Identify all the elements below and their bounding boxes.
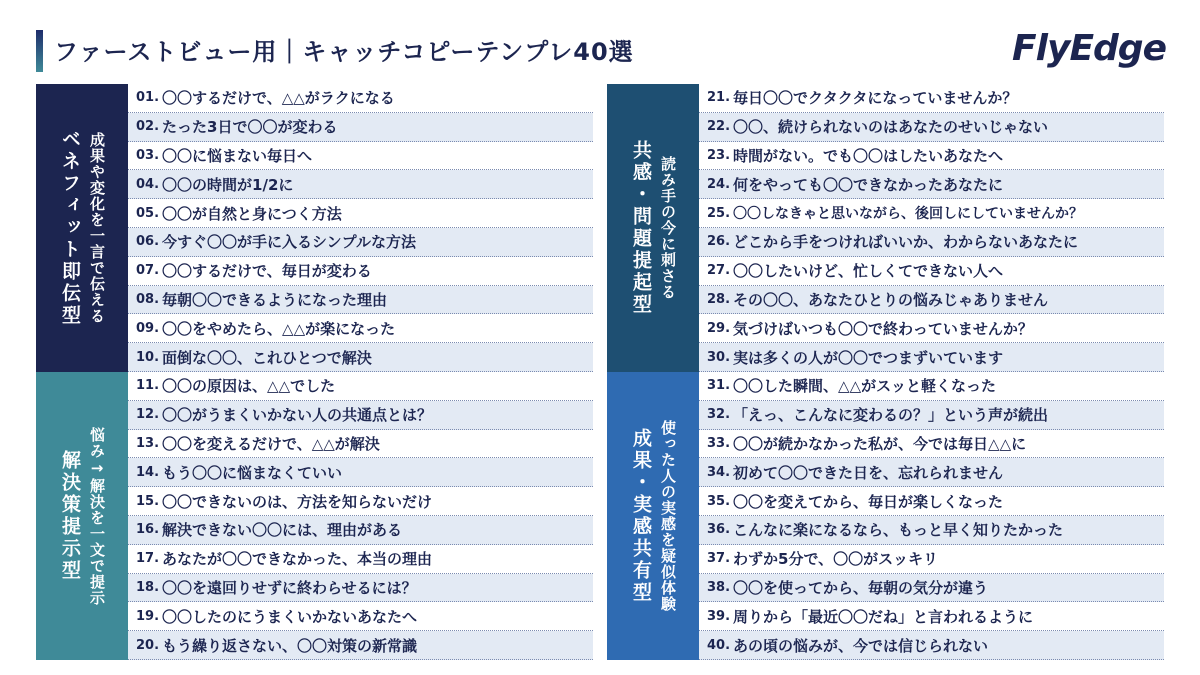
item-text: その〇〇、あなたひとりの悩みじゃありません — [733, 290, 1049, 309]
list-item — [128, 286, 593, 315]
item-number: 10. — [136, 349, 160, 365]
item-text: 面倒な〇〇、これひとつで解決 — [162, 348, 372, 367]
list-item — [128, 257, 593, 286]
section-title: ベネフィット即伝型 — [59, 129, 81, 327]
list-item — [699, 170, 1164, 199]
section-subtitle: 使った人の実感を疑似体験 — [659, 420, 677, 612]
list-item — [128, 631, 593, 660]
section-title: 共感・問題提起型 — [630, 140, 652, 316]
item-text: わずか5分で、〇〇がスッキリ — [733, 550, 939, 569]
item-number: 19. — [136, 608, 160, 624]
item-number: 23. — [707, 147, 731, 163]
item-number: 38. — [707, 579, 731, 595]
item-number: 16. — [136, 522, 160, 538]
item-number: 33. — [707, 435, 731, 451]
item-text: 〇〇を変えるだけで、△△が解決 — [162, 434, 380, 453]
item-text: 初めて〇〇できた日を、忘れられません — [733, 463, 1004, 482]
section-label-result — [607, 372, 699, 660]
item-number: 39. — [707, 608, 731, 624]
item-text: こんなに楽になるなら、もっと早く知りたかった — [733, 521, 1064, 540]
item-number: 37. — [707, 551, 731, 567]
list-item — [128, 602, 593, 631]
list-item — [128, 574, 593, 603]
item-text: あの頃の悩みが、今では信じられない — [733, 636, 989, 655]
header — [36, 28, 1166, 74]
item-number: 27. — [707, 263, 731, 279]
list-item — [128, 516, 593, 545]
list-item — [128, 401, 593, 430]
item-text: 〇〇するだけで、毎日が変わる — [162, 262, 372, 281]
item-number: 06. — [136, 234, 160, 250]
item-text: 実は多くの人が〇〇でつまずいています — [733, 348, 1004, 367]
item-text: 何をやっても〇〇できなかったあなたに — [733, 175, 1004, 194]
item-text: もう繰り返さない、〇〇対策の新常識 — [162, 636, 418, 655]
list-item — [699, 286, 1164, 315]
item-number: 12. — [136, 407, 160, 423]
item-text: どこから手をつければいいか、わからないあなたに — [733, 233, 1079, 252]
list-item — [699, 84, 1164, 113]
list-item — [699, 228, 1164, 257]
item-list — [699, 84, 1164, 372]
item-text: 〇〇したのにうまくいかないあなたへ — [162, 607, 418, 626]
list-item — [128, 430, 593, 459]
item-number: 31. — [707, 378, 731, 394]
list-item — [128, 170, 593, 199]
list-item — [699, 631, 1164, 660]
section-subtitle: 成果や変化を一言で伝える — [88, 132, 106, 324]
item-number: 22. — [707, 119, 731, 135]
section-solution — [36, 372, 593, 660]
item-text: 解決できない〇〇には、理由がある — [162, 521, 403, 540]
list-item — [699, 574, 1164, 603]
list-item — [699, 372, 1164, 401]
section-label-benefit — [36, 84, 128, 372]
item-number: 25. — [707, 205, 731, 221]
list-item — [699, 199, 1164, 228]
list-item — [699, 545, 1164, 574]
item-number: 40. — [707, 637, 731, 653]
item-number: 09. — [136, 320, 160, 336]
list-item — [128, 487, 593, 516]
flyedge-logo: FlyEdge — [1012, 28, 1166, 69]
list-item — [128, 545, 593, 574]
item-text: 〇〇に悩まない毎日へ — [162, 146, 313, 165]
list-item — [699, 458, 1164, 487]
title-accent-bar — [36, 30, 43, 72]
item-text: 〇〇できないのは、方法を知らないだけ — [162, 492, 433, 511]
item-number: 05. — [136, 205, 160, 221]
list-item — [128, 84, 593, 113]
list-item — [128, 113, 593, 142]
item-number: 24. — [707, 176, 731, 192]
item-text: 時間がない。でも〇〇はしたいあなたへ — [733, 146, 1004, 165]
item-text: 〇〇の時間が1/2に — [162, 175, 294, 194]
list-item — [128, 314, 593, 343]
item-number: 07. — [136, 263, 160, 279]
item-text: たった3日で〇〇が変わる — [162, 118, 338, 137]
list-item — [699, 401, 1164, 430]
item-number: 20. — [136, 637, 160, 653]
item-text: 〇〇が続かなかった私が、今では毎日△△に — [733, 434, 1027, 453]
section-subtitle: 悩み→解決を一文で提示 — [88, 426, 106, 606]
item-number: 03. — [136, 147, 160, 163]
section-benefit — [36, 84, 593, 372]
item-text: もう〇〇に悩まなくていい — [162, 463, 343, 482]
section-empathy — [607, 84, 1164, 372]
item-number: 28. — [707, 291, 731, 307]
item-number: 26. — [707, 234, 731, 250]
item-number: 02. — [136, 119, 160, 135]
item-number: 08. — [136, 291, 160, 307]
item-text: あなたが〇〇できなかった、本当の理由 — [162, 550, 433, 569]
item-number: 21. — [707, 90, 731, 106]
section-result — [607, 372, 1164, 660]
item-text: 〇〇をやめたら、△△が楽になった — [162, 319, 396, 338]
section-title: 成果・実感共有型 — [630, 428, 652, 604]
item-text: 毎日〇〇でクタクタになっていませんか？ — [733, 89, 1018, 108]
list-item — [128, 142, 593, 171]
item-number: 11. — [136, 378, 160, 394]
item-text: 〇〇、続けられないのはあなたのせいじゃない — [733, 118, 1049, 137]
item-number: 29. — [707, 320, 731, 336]
item-number: 04. — [136, 176, 160, 192]
list-item — [699, 113, 1164, 142]
item-number: 34. — [707, 464, 731, 480]
list-item — [128, 343, 593, 372]
item-number: 18. — [136, 579, 160, 595]
section-label-empathy — [607, 84, 699, 372]
item-text: 今すぐ〇〇が手に入るシンプルな方法 — [162, 233, 417, 252]
item-text: 気づけばいつも〇〇で終わっていませんか？ — [733, 319, 1033, 338]
item-list — [128, 372, 593, 660]
item-number: 32. — [707, 407, 731, 423]
list-item — [699, 430, 1164, 459]
section-title: 解決策提示型 — [59, 450, 81, 582]
list-item — [128, 372, 593, 401]
item-text: 〇〇を遠回りせずに終わらせるには？ — [162, 578, 417, 597]
item-text: 〇〇するだけで、△△がラクになる — [162, 89, 395, 108]
item-text: 〇〇しなきゃと思いながら、後回しにしていませんか？ — [733, 206, 1084, 223]
list-item — [128, 228, 593, 257]
item-text: 〇〇の原因は、△△でした — [162, 377, 336, 396]
list-item — [699, 343, 1164, 372]
item-text: 〇〇が自然と身につく方法 — [162, 204, 342, 223]
item-number: 17. — [136, 551, 160, 567]
list-item — [128, 199, 593, 228]
item-number: 01. — [136, 90, 160, 106]
item-text: 〇〇を変えてから、毎日が楽しくなった — [733, 492, 1004, 511]
list-item — [699, 487, 1164, 516]
section-subtitle: 読み手の今に刺さる — [659, 156, 677, 300]
item-text: 毎朝〇〇できるようになった理由 — [162, 290, 388, 309]
item-text: 〇〇を使ってから、毎朝の気分が違う — [733, 578, 989, 597]
item-text: 〇〇がうまくいかない人の共通点とは？ — [162, 406, 433, 425]
section-label-solution — [36, 372, 128, 660]
list-item — [128, 458, 593, 487]
item-number: 14. — [136, 464, 160, 480]
item-text: 〇〇した瞬間、△△がスッと軽くなった — [733, 377, 996, 396]
item-number: 15. — [136, 493, 160, 509]
item-text: 「えっ、こんなに変わるの？」という声が続出 — [733, 406, 1049, 425]
list-item — [699, 142, 1164, 171]
item-number: 30. — [707, 349, 731, 365]
item-text: 〇〇したいけど、忙しくてできない人へ — [733, 262, 1004, 281]
item-text: 周りから「最近〇〇だね」と言われるように — [733, 607, 1034, 626]
list-item — [699, 516, 1164, 545]
item-number: 36. — [707, 522, 731, 538]
list-item — [699, 257, 1164, 286]
page-title: ファーストビュー用｜キャッチコピーテンプレ40選 — [54, 38, 634, 66]
item-list — [128, 84, 593, 372]
item-number: 35. — [707, 493, 731, 509]
list-item — [699, 602, 1164, 631]
item-number: 13. — [136, 435, 160, 451]
item-list — [699, 372, 1164, 660]
list-item — [699, 314, 1164, 343]
